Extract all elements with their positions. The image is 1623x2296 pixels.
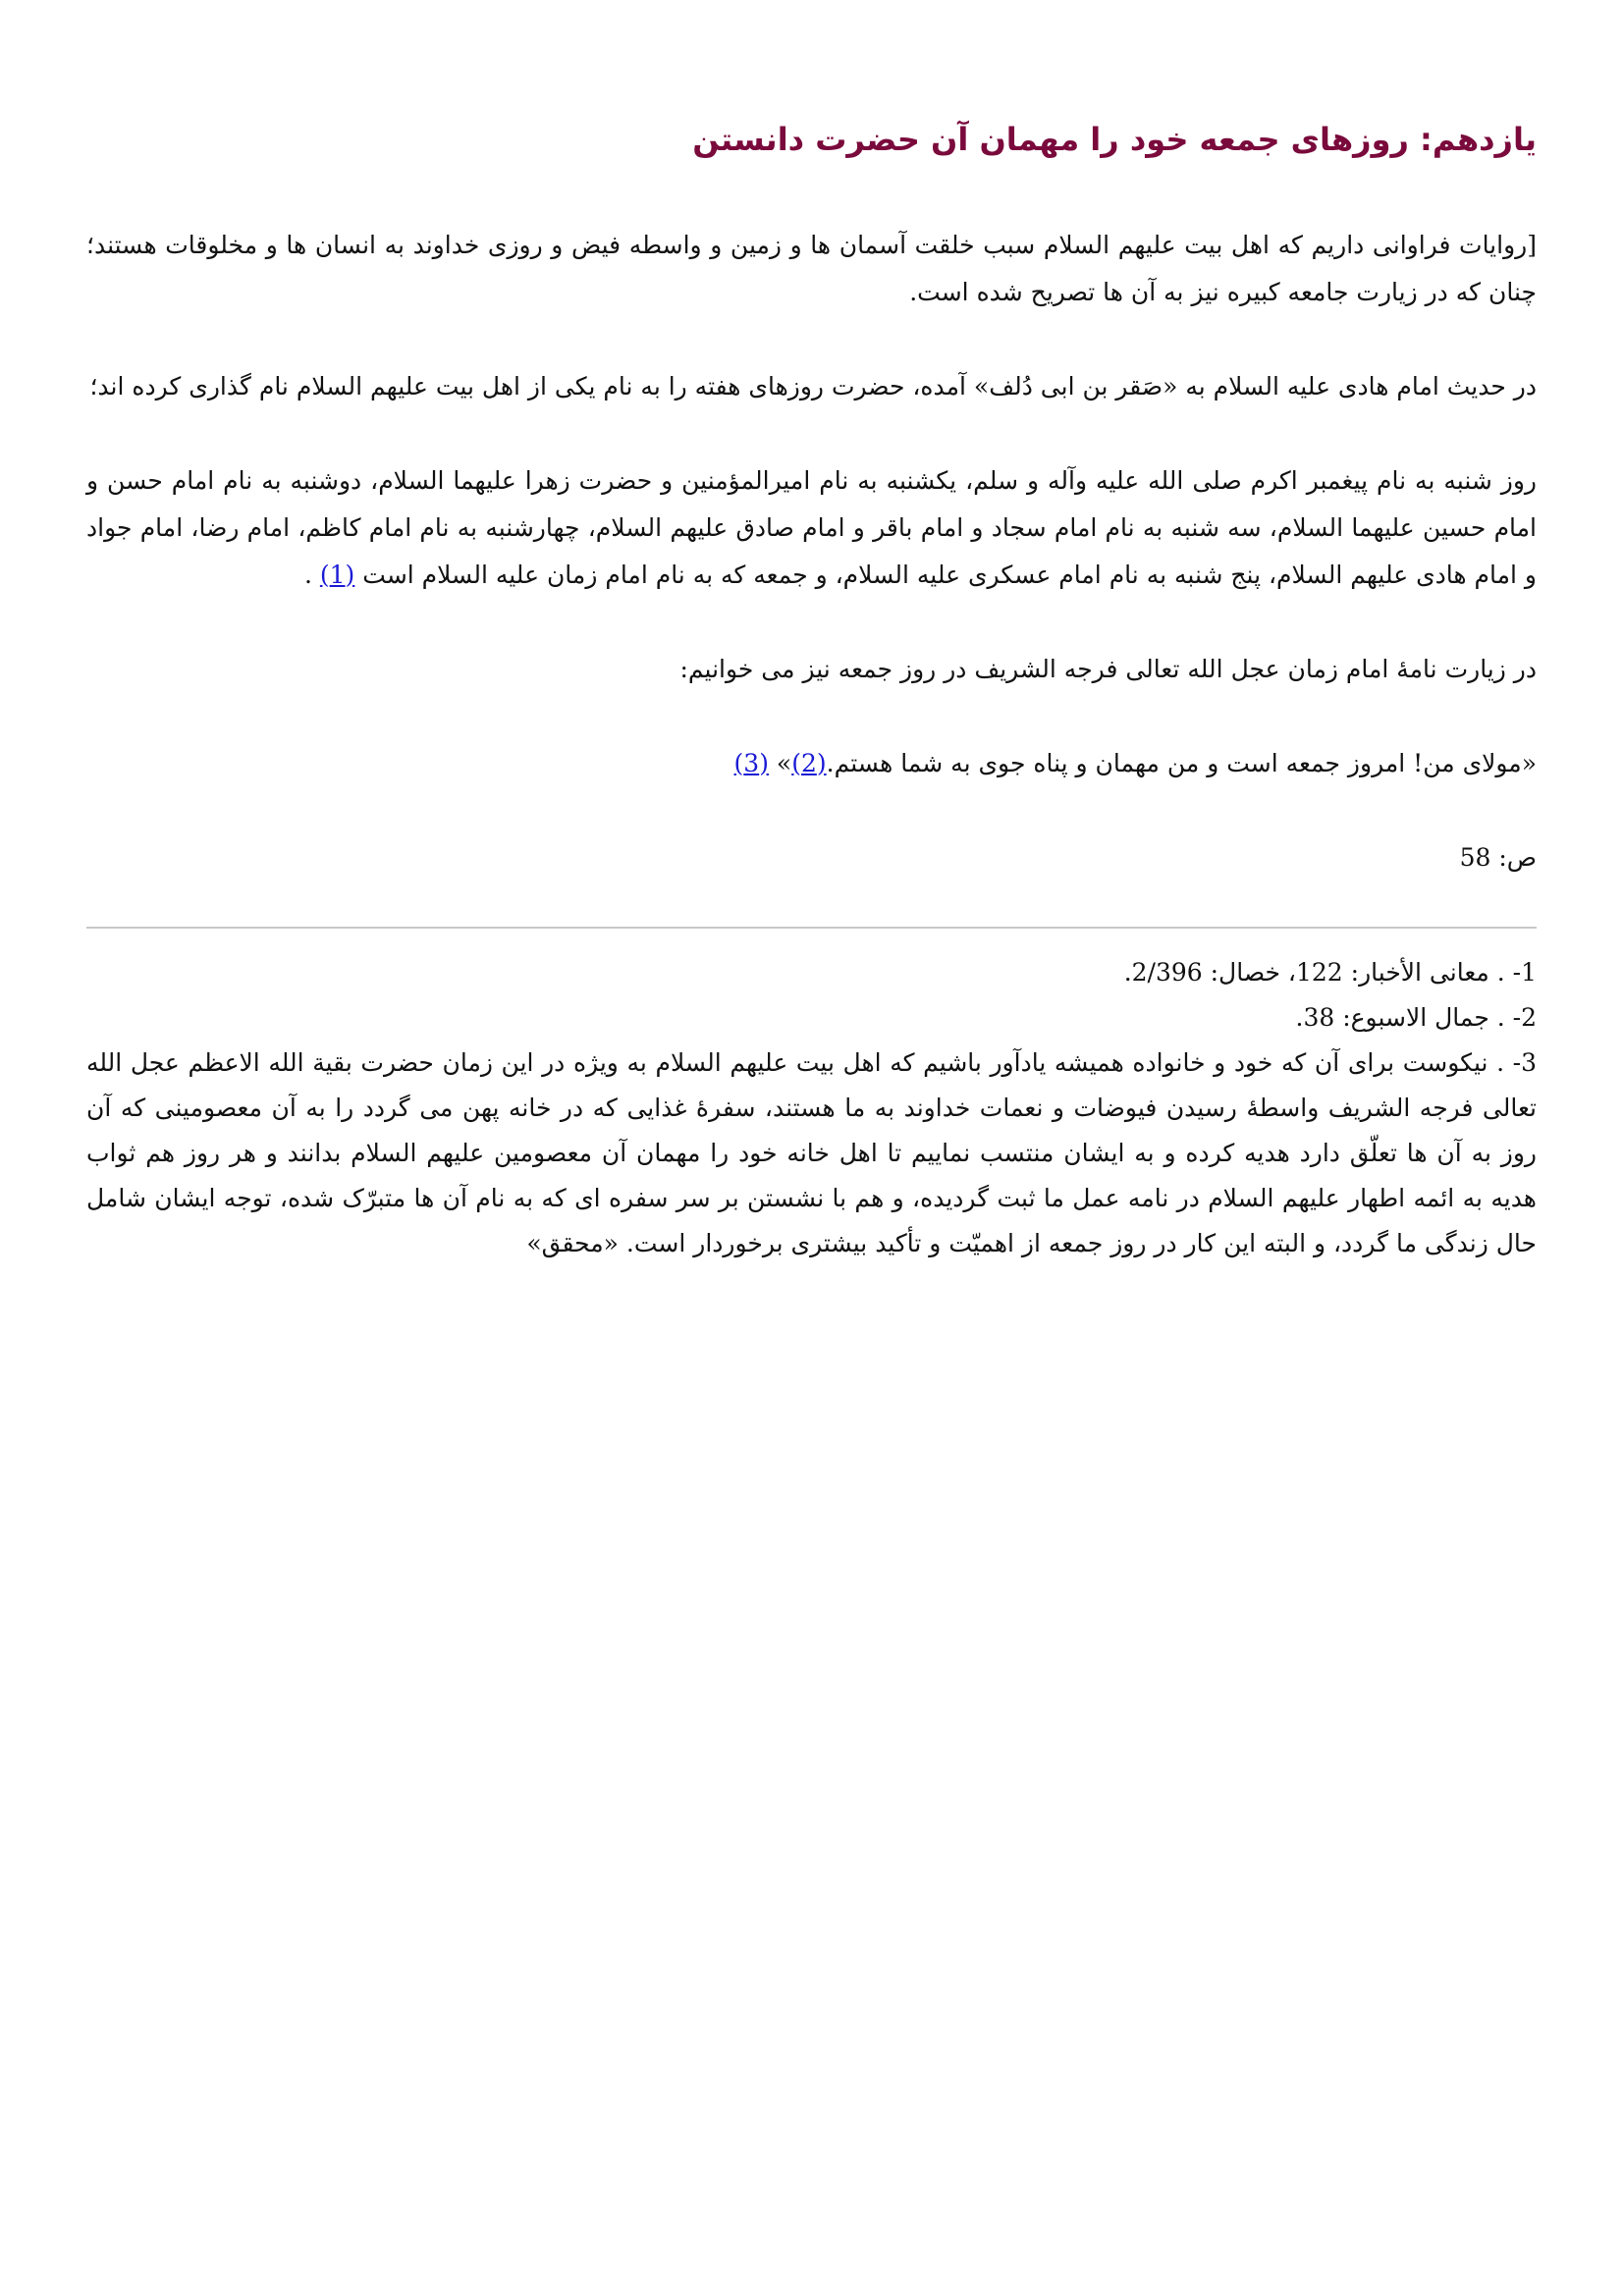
paragraph-quote <box>86 740 1537 787</box>
page-number: ص: 58 <box>1459 843 1537 872</box>
footnote-1: 1- . معانی الأخبار: 122، خصال: 2/396. <box>1123 958 1537 987</box>
paragraph-days-end: . <box>303 561 320 589</box>
paragraph-days <box>86 457 1537 599</box>
paragraph-intro: [روایات فراوانی داریم که اهل بیت علیهم السلام سبب خلقت آسمان ها و زمین و واسطه فیض و روزی خداوند به انسان ها و مخلوقات هستند؛ چنان که در زیارت جامعه کبیره نیز به آن ها تصریح شده است. <box>86 231 1537 306</box>
section-heading: یازدهم: روزهای جمعه خود را مهمان آن حضرت دانستن <box>692 121 1537 158</box>
footnote-ref-1[interactable]: (1) <box>319 561 355 589</box>
footnote-ref-2[interactable]: (2) <box>791 749 827 777</box>
footnote-2: 2- . جمال الاسبوع: 38. <box>1295 1003 1537 1032</box>
paragraph-ziyarat: در زیارت نامهٔ امام زمان عجل الله تعالی فرجه الشریف در روز جمعه نیز می خوانیم: <box>679 655 1537 683</box>
quote-close: » <box>768 749 792 777</box>
paragraph-days-text: روز شنبه به نام پیغمبر اکرم صلی الله علیه وآله و سلم، یکشنبه به نام امیرالمؤمنین و حضرت زهرا علیهما السلام، دوشنبه به نام امام حسن و امام حسین علیهما السلام، سه شنبه به نام امام سجاد و امام باقر و امام صادق علیهم السلام، چهارشنبه به نام امام کاظم، امام رضا، امام جواد و امام هادی علیهم السلام، پنج شنبه به نام امام عسکری علیه السلام، و جمعه که به نام امام زمان علیه السلام است <box>86 466 1537 589</box>
footnote-divider <box>86 927 1537 929</box>
paragraph-hadith: در حدیث امام هادی علیه السلام به «صَقر بن ابی دُلف» آمده، حضرت روزهای هفته را به نام یکی از اهل بیت علیهم السلام نام گذاری کرده اند؛ <box>89 372 1537 400</box>
footnote-ref-3[interactable]: (3) <box>733 749 769 777</box>
footnotes-section <box>86 950 1537 1266</box>
footnote-3: 3- . نیکوست برای آن که خود و خانواده همیشه یادآور باشیم که اهل بیت علیهم السلام به ویژه در این زمان حضرت بقیة الله الاعظم عجل الله تعالی فرجه الشریف واسطهٔ رسیدن فیوضات و نعمات خداوند به ما هستند، سفرهٔ غذایی که در خانه پهن می گردد را به آن معصومینی که آن روز به آن ها تعلّق دارد هدیه کرده و به ایشان منتسب نماییم تا اهل خانه خود را مهمان آن معصومین علیهم السلام بدانند و هر روز هم ثواب هدیه به ائمه اطهار علیهم السلام در نامه عمل ما ثبت گردیده، و هم با نشستن بر سر سفره ای که به نام آن ها متبرّک شده، توجه ایشان شامل حال زندگی ما گردد، و البته این کار در روز جمعه از اهمیّت و تأکید بیشتری برخوردار است. «محقق» <box>86 1048 1537 1257</box>
quote-text: «مولای من! امروز جمعه است و من مهمان و پناه جوی به شما هستم. <box>826 749 1537 777</box>
